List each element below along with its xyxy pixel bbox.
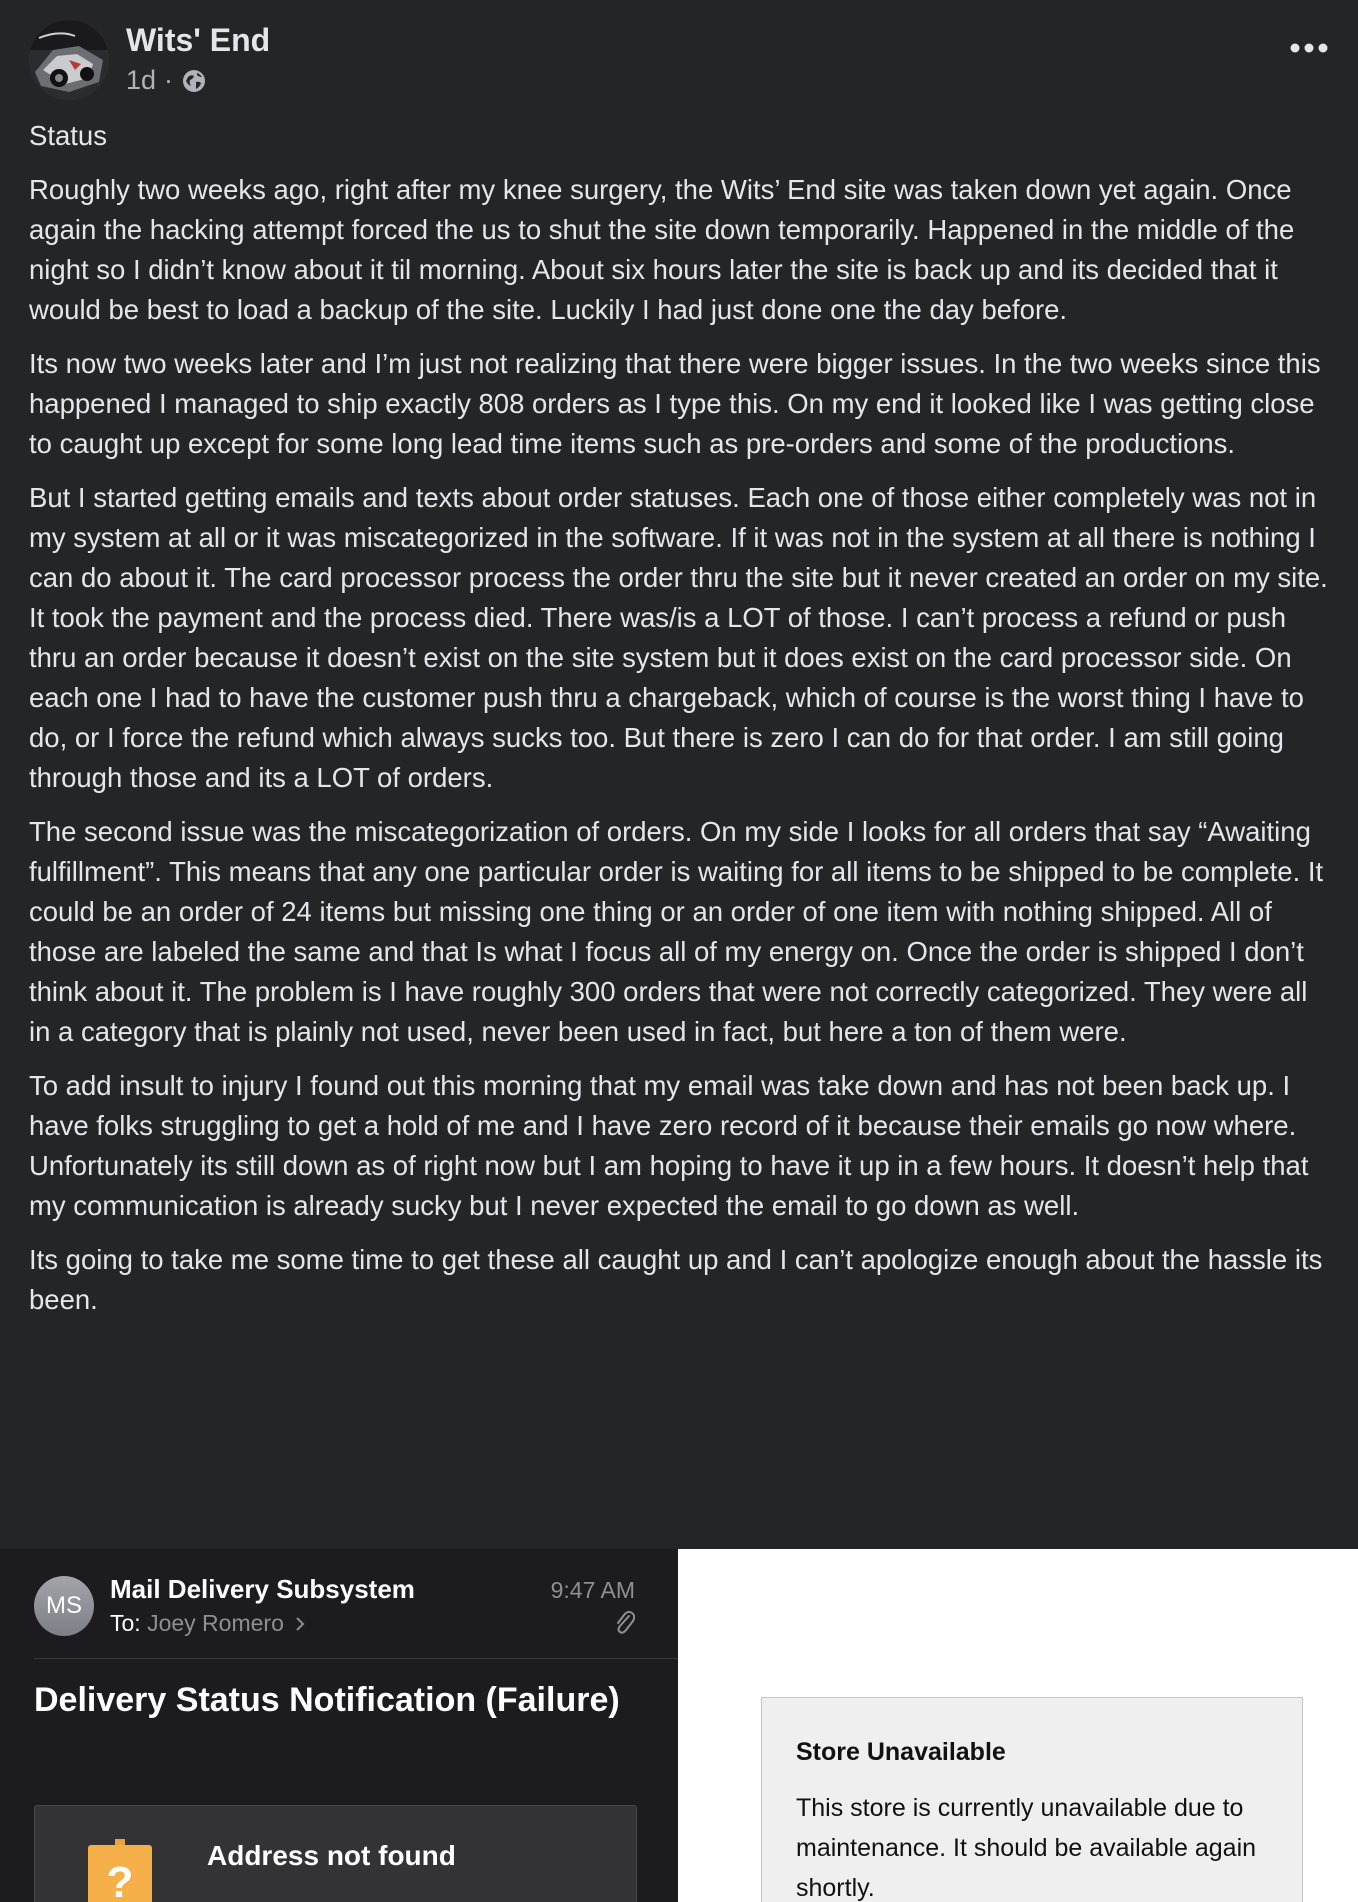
email-subject: Delivery Status Notification (Failure) (34, 1681, 620, 1719)
avatar[interactable] (29, 20, 109, 100)
recipient-name: Joey Romero (147, 1610, 284, 1636)
globe-icon (181, 68, 207, 94)
sender-avatar: MS (34, 1576, 94, 1636)
post-paragraph-heading: Status (29, 120, 107, 151)
store-screenshot[interactable] (678, 1549, 1358, 1902)
to-label: To: (110, 1610, 141, 1636)
post-text (29, 116, 1334, 1334)
avatar-photo-icon (29, 20, 109, 100)
email-time: 9:47 AM (550, 1577, 635, 1603)
more-options-button[interactable] (1279, 32, 1339, 64)
warning-icon (85, 1839, 155, 1902)
email-recipient-line (110, 1610, 306, 1637)
post-paragraph: Its now two weeks later and I’m just not realizing that there were bigger issues. In the two weeks since this happened I managed to ship exactly 808 orders as I type this. On my end it looked like I was getting close to caught up except for some long lead time items such as pre-orders and some of the productions. (29, 348, 1321, 459)
email-screenshot[interactable] (0, 1549, 678, 1902)
post-paragraph: Roughly two weeks ago, right after my knee surgery, the Wits’ End site was taken down yet again. Once again the hacking attempt forced the us to shut the site down temporarily. Happened in the middle of the night so I didn’t know about it til morning. About six hours later the site is back up and its decided that it would be best to load a backup of the site. Luckily I had just done one the day before. (29, 174, 1295, 325)
author-name[interactable]: Wits' End (126, 22, 271, 58)
email-sender: Mail Delivery Subsystem (110, 1574, 415, 1604)
store-unavailable-box (761, 1697, 1303, 1902)
warning-glyph: ? (106, 1858, 134, 1902)
store-message: This store is currently unavailable due to maintenance. It should be available again shortly. (796, 1794, 1257, 1902)
divider (34, 1658, 678, 1659)
post-paragraph: But I started getting emails and texts about order statuses. Each one of those either completely was not in my system at all or it was miscategorized in the software. If it was not in the system at all there is nothing I can do about it. The card processor process the order thru the site but it never created an order on my site. It took the payment and the process died. There was/is a LOT of those. I can’t process a refund or push thru an order because it doesn’t exist on the site system but it does exist on the card processor side. On each one I had to have the customer push thru a chargeback, which of course is the worst thing I have to do, or I force the refund which always sucks too. But there is zero I can do for that order. I am still going through those and its a LOT of orders. (29, 482, 1328, 793)
post-meta (126, 65, 207, 96)
post-age[interactable]: 1d (126, 65, 157, 95)
post-paragraph: Its going to take me some time to get these all caught up and I can’t apologize enough about the hassle its been. (29, 1244, 1323, 1315)
post-paragraph: The second issue was the miscategorization of orders. On my side I looks for all orders that say “Awaiting fulfillment”. This means that any one particular order is waiting for all items to be shipped to be complete. It could be an order of 24 items but missing one thing or an order of one item with nothing shipped. All of those are labeled the same and that Is what I focus all of my energy on. Once the order is shipped I don’t think about it. The problem is I have roughly 300 orders that were not correctly categorized. They were all in a category that is plainly not used, never been used in fact, but here a ton of them were. (29, 816, 1324, 1047)
photo-attachments (0, 1549, 1358, 1902)
chevron-right-icon (294, 1616, 306, 1632)
more-options-icon (1289, 42, 1329, 54)
post-header (29, 20, 1339, 100)
notice-title: Address not found (207, 1840, 456, 1871)
paperclip-icon (613, 1610, 635, 1636)
store-title: Store Unavailable (796, 1738, 1006, 1766)
post-paragraph: To add insult to injury I found out this morning that my email was take down and has not been back up. I have folks struggling to get a hold of me and I have zero record of it because their emails go now where. Unfortunately its still down as of right now but I am hoping to have it up in a few hours. It doesn’t help that my communication is already sucky but I never expected the email to go down as well. (29, 1070, 1309, 1221)
delivery-notice (34, 1805, 637, 1902)
meta-separator: · (164, 65, 174, 95)
